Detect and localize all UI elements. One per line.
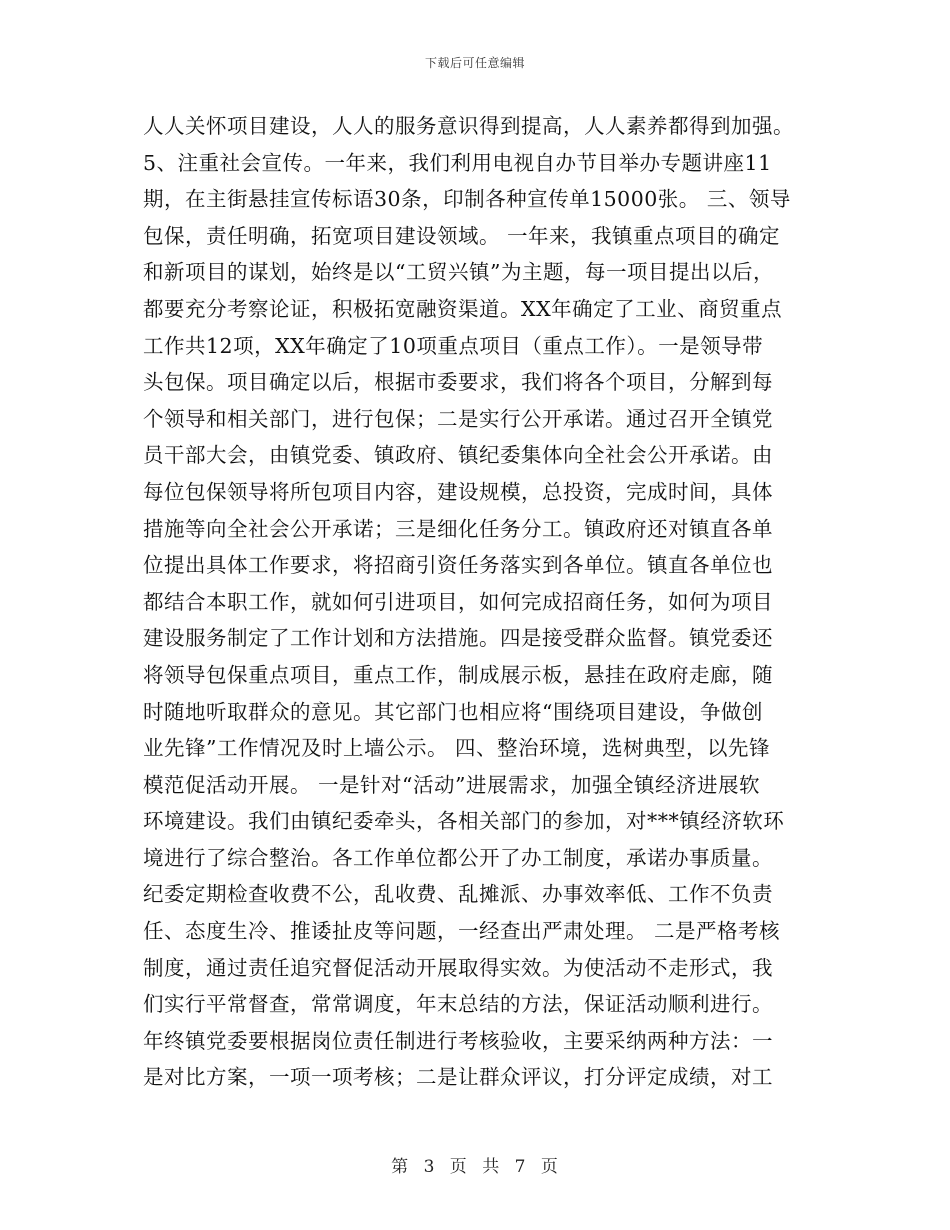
text-line: 和新项目的谋划，始终是以“工贸兴镇”为主题，每一项目提出以后，: [143, 260, 774, 285]
text-line: 纪委定期检查收费不公，乱收费、乱摊派、办事效率低、工作不负责: [143, 882, 773, 907]
text-line: 任、态度生冷、推诿扯皮等问题，一经查出严肃处理。 二是严格考核: [143, 919, 781, 944]
text-line: 制度，通过责任追究督促活动开展取得实效。为使活动不走形式，我: [143, 955, 773, 980]
text-line: 模范促活动开展。 一是针对“活动”进展需求，加强全镇经济进展软: [143, 772, 760, 797]
text-line: 每位包保领导将所包项目内容，建设规模，总投资，完成时间，具体: [143, 479, 773, 504]
text-line: 业先锋”工作情况及时上墙公示。 四、整治环境，选树典型，以先锋: [143, 736, 770, 761]
text-line: 都要充分考察论证，积极拓宽融资渠道。XX年确定了工业、商贸重点: [143, 296, 783, 321]
text-line: 位提出具体工作要求，将招商引资任务落实到各单位。镇直各单位也: [143, 553, 773, 578]
text-line: 头包保。项目确定以后，根据市委要求，我们将各个项目，分解到每: [143, 370, 773, 395]
text-line: 建设服务制定了工作计划和方法措施。四是接受群众监督。镇党委还: [143, 626, 773, 651]
text-line: 环境建设。我们由镇纪委牵头，各相关部门的参加，对***镇经济软环: [143, 809, 785, 834]
footer-label-page: 第: [391, 1157, 410, 1177]
text-line: 年终镇党委要根据岗位责任制进行考核验收，主要采纳两种方法：一: [143, 1028, 773, 1053]
footer-label-unit: 页: [449, 1157, 468, 1177]
text-line: 员干部大会，由镇党委、镇政府、镇纪委集体向全社会公开承诺。由: [143, 443, 773, 468]
text-line: 5、注重社会宣传。一年来，我们利用电视自办节目举办专题讲座11: [143, 150, 772, 175]
page-header: 下载后可任意编辑: [424, 56, 525, 70]
body-text: [143, 108, 813, 1096]
total-pages-number: 7: [514, 1157, 527, 1177]
footer-label-unit-2: 页: [540, 1157, 559, 1177]
page-footer: [0, 1152, 950, 1177]
text-line: 境进行了综合整治。各工作单位都公开了办工制度，承诺办事质量。: [143, 845, 773, 870]
current-page-number: 3: [423, 1157, 436, 1177]
text-line: 期，在主街悬挂宣传标语30条，印制各种宣传单15000张。 三、领导: [143, 187, 791, 212]
text-line: 个领导和相关部门，进行包保；二是实行公开承诺。通过召开全镇党: [143, 406, 773, 431]
text-line: 包保，责任明确，拓宽项目建设领域。 一年来，我镇重点项目的确定: [143, 223, 781, 248]
text-line: 措施等向全社会公开承诺；三是细化任务分工。镇政府还对镇直各单: [143, 516, 773, 541]
text-line: 是对比方案，一项一项考核；二是让群众评议，打分评定成绩，对工: [143, 1065, 773, 1090]
footer-label-total: 共: [482, 1157, 501, 1177]
text-line: 们实行平常督查，常常调度，年末总结的方法，保证活动顺利进行。: [143, 992, 773, 1017]
text-line: 将领导包保重点项目，重点工作，制成展示板，悬挂在政府走廊，随: [143, 662, 773, 687]
text-line: 人人关怀项目建设，人人的服务意识得到提高，人人素养都得到加强。: [143, 114, 794, 138]
text-line: 工作共12项，XX年确定了10项重点项目（重点工作）。一是领导带: [143, 333, 764, 358]
text-line: 时随地听取群众的意见。其它部门也相应将“围绕项目建设，争做创: [143, 699, 763, 724]
text-line: 都结合本职工作，就如何引进项目，如何完成招商任务，如何为项目: [143, 589, 773, 614]
